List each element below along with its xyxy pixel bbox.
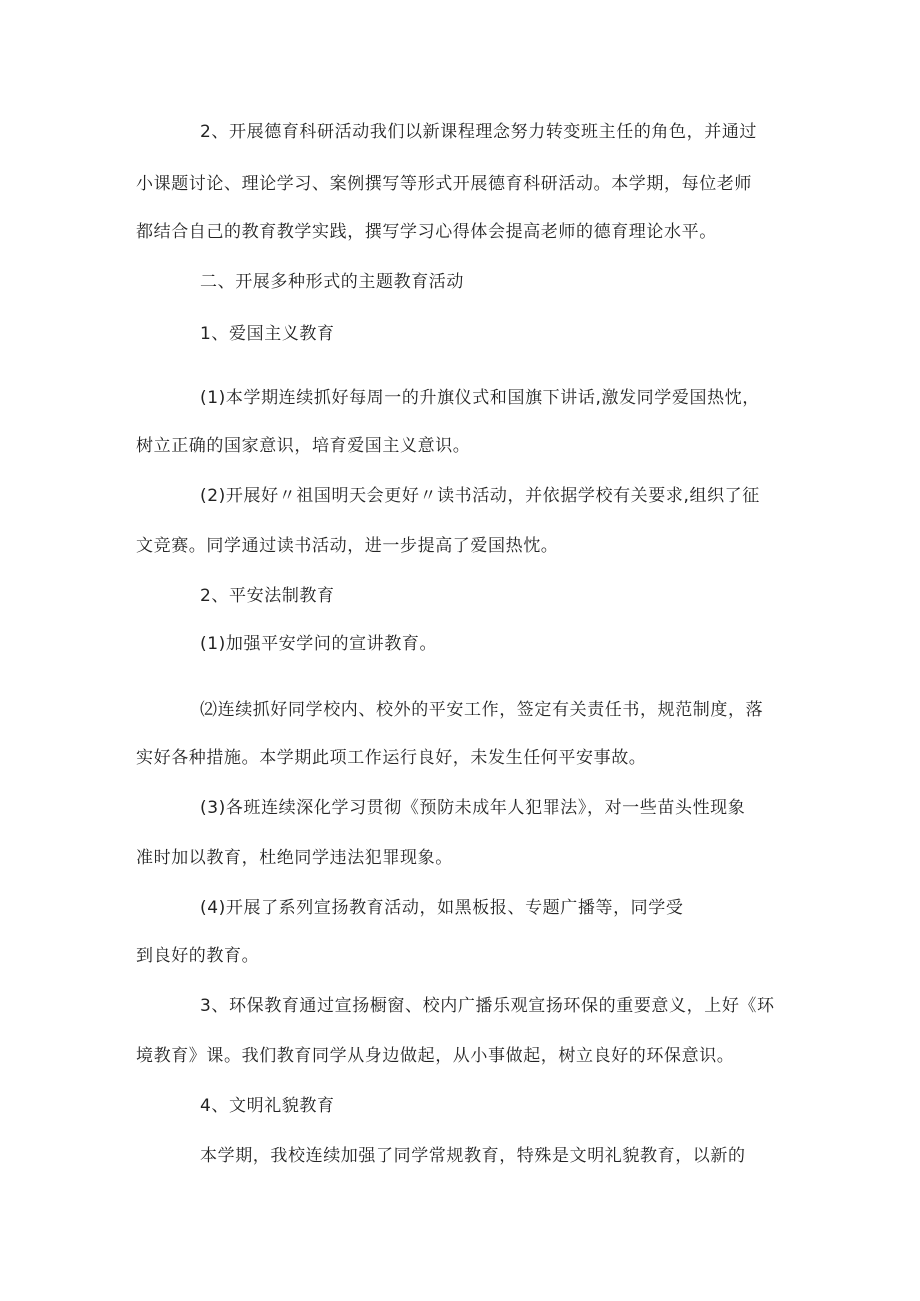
paragraph-line: (1)本学期连续抓好每周一的升旗仪式和国旗下讲话,激发同学爱国热忱， [200, 388, 760, 408]
paragraph-line: 准时加以教育，杜绝同学违法犯罪现象。 [136, 848, 453, 868]
paragraph-line: 文竞赛。同学通过读书活动，进一步提高了爱国热忱。 [136, 536, 559, 556]
paragraph-line: (4)开展了系列宣扬教育活动，如黑板报、专题广播等，同学受 [200, 898, 684, 918]
paragraph-line: ⑵连续抓好同学校内、校外的平安工作，签定有关责任书，规范制度，落 [200, 700, 764, 720]
subsection-heading: 4、文明礼貌教育 [200, 1096, 335, 1116]
paragraph-line: (1)加强平安学问的宣讲教育。 [200, 634, 438, 654]
paragraph-line: 本学期，我校连续加强了同学常规教育，特殊是文明礼貌教育，以新的 [200, 1146, 746, 1166]
paragraph-line: 小课题讨论、理论学习、案例撰写等形式开展德育科研活动。本学期，每位老师 [136, 174, 752, 194]
subsection-heading: 1、爱国主义教育 [200, 324, 335, 344]
paragraph-line: 3、环保教育通过宣扬橱窗、校内广播乐观宣扬环保的重要意义，上好《环 [200, 996, 775, 1016]
paragraph-line: 2、开展德育科研活动我们以新课程理念努力转变班主任的角色，并通过 [200, 122, 758, 142]
subsection-heading: 2、平安法制教育 [200, 586, 335, 606]
paragraph-line: 到良好的教育。 [136, 946, 260, 966]
paragraph-line: 境教育》课。我们教育同学从身边做起，从小事做起，树立良好的环保意识。 [136, 1046, 735, 1066]
paragraph-line: 实好各种措施。本学期此项工作运行良好，未发生任何平安事故。 [136, 748, 647, 768]
paragraph-line: (2)开展好〃祖国明天会更好〃读书活动，并依据学校有关要求,组织了征 [200, 486, 760, 506]
paragraph-line: (3)各班连续深化学习贯彻《预防未成年人犯罪法》，对一些苗头性现象 [200, 798, 746, 818]
paragraph-line: 都结合自己的教育教学实践，撰写学习心得体会提高老师的德育理论水平。 [136, 222, 717, 242]
section-heading: 二、开展多种形式的主题教育活动 [200, 272, 464, 292]
paragraph-line: 树立正确的国家意识，培育爱国主义意识。 [136, 436, 471, 456]
